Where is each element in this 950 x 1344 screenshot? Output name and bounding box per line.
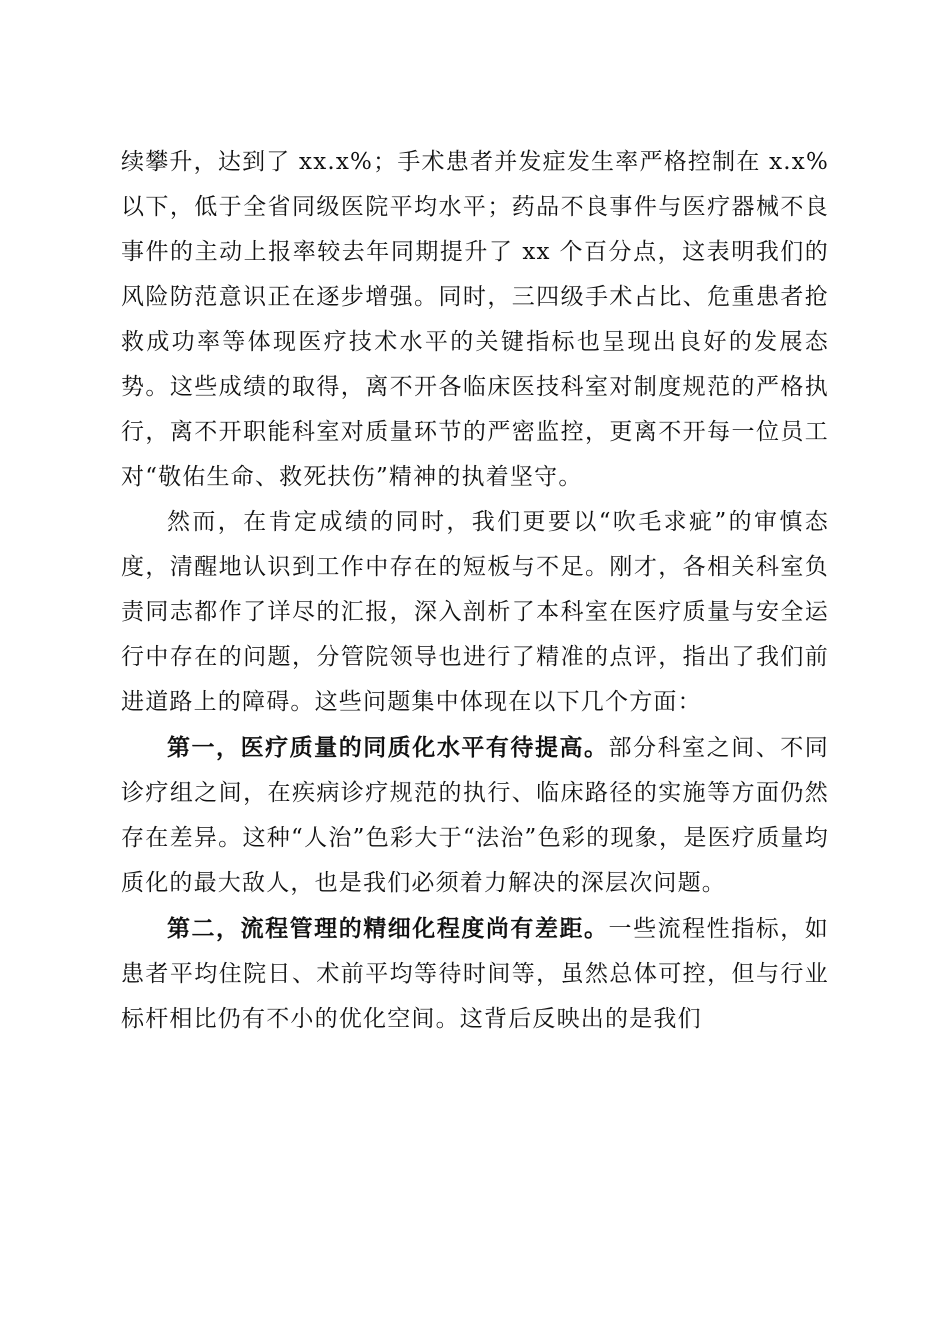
paragraph-1-text: 续攀升，达到了 xx.x%；手术患者并发症发生率严格控制在 x.x%以下，低于全省同级医院平均水平；药品不良事件与医疗器械不良事件的主动上报率较去年同期提升了 xx 个百分点，这表明我们的风险防范意识正在逐步增强。同时，三四级手术占比、危重患者抢救成功率等体现医疗技术水平的关键指标也呈现出良好的发展态势。这些成绩的取得，离不开各临床医技科室对制度规范的严格执行，离不开职能科室对质量环节的严密监控，更离不开每一位员工对“敬佑生命、救死扶伤”精神的执着坚守。	[121, 149, 829, 490]
document-page	[121, 140, 829, 1042]
paragraph-4-heading: 第二，流程管理的精细化程度尚有差距。	[167, 915, 609, 942]
paragraph-2	[121, 500, 829, 725]
paragraph-4-text: 一些流程性指标，如患者平均住院日、术前平均等待时间等，虽然总体可控，但与行业标杆相比仍有不小的优化空间。这背后反映出的是我们	[121, 916, 829, 1032]
paragraph-3-heading: 第一，医疗质量的同质化水平有待提高。	[167, 734, 609, 761]
paragraph-4	[121, 906, 829, 1042]
paragraph-3	[121, 725, 829, 906]
paragraph-1	[121, 140, 829, 500]
paragraph-2-text: 然而，在肯定成绩的同时，我们更要以“吹毛求疵”的审慎态度，清醒地认识到工作中存在的短板与不足。刚才，各相关科室负责同志都作了详尽的汇报，深入剖析了本科室在医疗质量与安全运行中存在的问题，分管院领导也进行了精准的点评，指出了我们前进道路上的障碍。这些问题集中体现在以下几个方面：	[121, 509, 829, 715]
paragraph-3-text: 部分科室之间、不同诊疗组之间，在疾病诊疗规范的执行、临床路径的实施等方面仍然存在差异。这种“人治”色彩大于“法治”色彩的现象，是医疗质量均质化的最大敌人，也是我们必须着力解决的深层次问题。	[121, 735, 829, 896]
